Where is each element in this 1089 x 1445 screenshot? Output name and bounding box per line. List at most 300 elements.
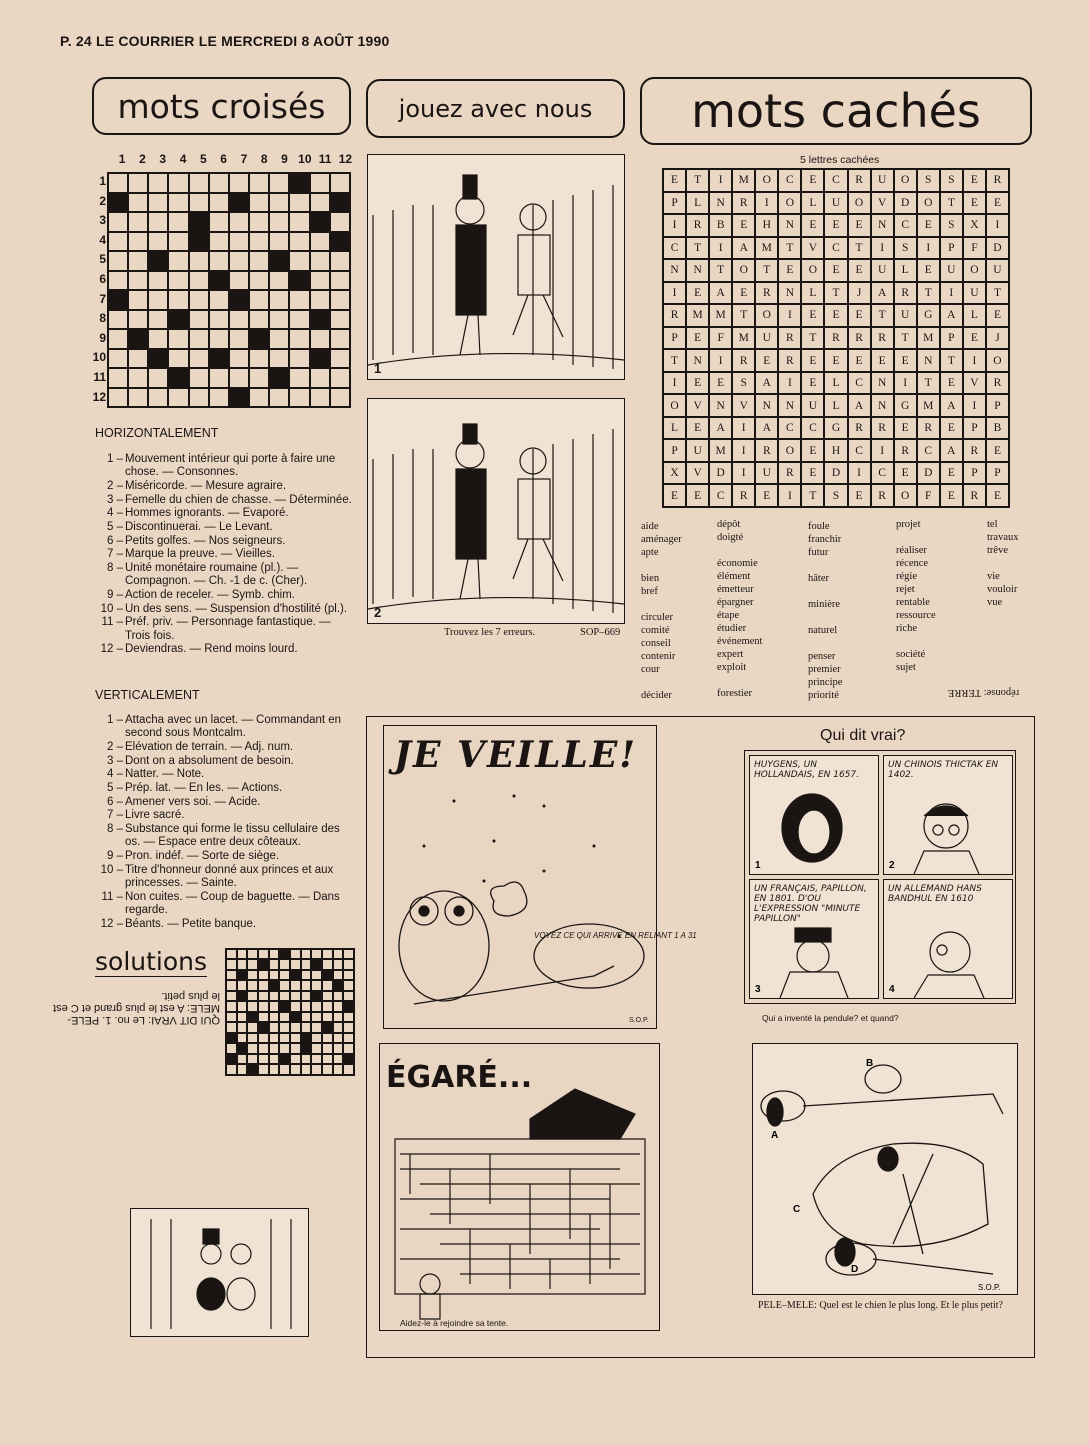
wordsearch-cell[interactable]: O [663,394,686,417]
wordsearch-cell[interactable]: E [848,304,871,327]
wordsearch-cell[interactable]: E [917,259,940,282]
wordsearch-cell[interactable]: I [755,192,778,215]
wordsearch-cell[interactable]: E [686,282,709,305]
wordsearch-cell[interactable]: L [686,192,709,215]
crossword-cell[interactable] [330,290,350,310]
crossword-cell[interactable] [148,232,168,252]
crossword-cell[interactable] [209,271,229,291]
crossword-cell[interactable] [229,329,249,349]
wordsearch-cell[interactable]: T [801,327,824,350]
crossword-cell[interactable] [249,193,269,213]
wordsearch-cell[interactable]: R [732,484,755,507]
wordsearch-cell[interactable]: U [871,259,894,282]
wordsearch-cell[interactable]: C [709,484,732,507]
crossword-cell[interactable] [168,368,188,388]
crossword-cell[interactable] [108,290,128,310]
crossword-cell[interactable] [128,173,148,193]
crossword-cell[interactable] [209,329,229,349]
crossword-cell[interactable] [189,212,209,232]
wordsearch-cell[interactable]: T [848,237,871,260]
wordsearch-cell[interactable]: S [732,372,755,395]
crossword-cell[interactable] [310,368,330,388]
crossword-cell[interactable] [128,271,148,291]
wordsearch-cell[interactable]: H [824,439,847,462]
crossword-cell[interactable] [209,368,229,388]
wordsearch-cell[interactable]: T [894,327,917,350]
wordsearch-cell[interactable]: U [801,394,824,417]
crossword-cell[interactable] [148,329,168,349]
crossword-cell[interactable] [209,173,229,193]
wordsearch-cell[interactable]: P [663,327,686,350]
wordsearch-cell[interactable]: O [894,484,917,507]
wordsearch-cell[interactable]: P [986,462,1009,485]
wordsearch-cell[interactable]: L [824,394,847,417]
wordsearch-cell[interactable]: I [871,439,894,462]
wordsearch-cell[interactable]: N [755,394,778,417]
wordsearch-cell[interactable]: E [686,484,709,507]
wordsearch-cell[interactable]: R [848,417,871,440]
wordsearch-cell[interactable]: E [732,214,755,237]
crossword-cell[interactable] [209,232,229,252]
wordsearch-cell[interactable]: M [917,327,940,350]
wordsearch-cell[interactable]: O [986,349,1009,372]
wordsearch-cell[interactable]: S [940,169,963,192]
crossword-cell[interactable] [269,251,289,271]
crossword-cell[interactable] [108,232,128,252]
wordsearch-cell[interactable]: C [848,372,871,395]
crossword-cell[interactable] [209,290,229,310]
wordsearch-cell[interactable]: N [778,282,801,305]
crossword-cell[interactable] [289,329,309,349]
wordsearch-cell[interactable]: S [940,214,963,237]
wordsearch-cell[interactable]: N [778,394,801,417]
wordsearch-cell[interactable]: N [663,259,686,282]
wordsearch-cell[interactable]: R [917,417,940,440]
crossword-cell[interactable] [269,173,289,193]
wordsearch-cell[interactable]: E [663,169,686,192]
wordsearch-cell[interactable]: D [709,462,732,485]
wordsearch-cell[interactable]: I [986,214,1009,237]
crossword-cell[interactable] [209,193,229,213]
wordsearch-cell[interactable]: B [709,214,732,237]
crossword-cell[interactable] [189,271,209,291]
wordsearch-cell[interactable]: R [963,439,986,462]
wordsearch-cell[interactable]: T [663,349,686,372]
wordsearch-cell[interactable]: T [801,484,824,507]
crossword-cell[interactable] [249,173,269,193]
wordsearch-cell[interactable]: G [824,417,847,440]
crossword-cell[interactable] [148,388,168,408]
crossword-cell[interactable] [128,329,148,349]
wordsearch-cell[interactable]: E [801,372,824,395]
crossword-cell[interactable] [128,368,148,388]
crossword-cell[interactable] [289,349,309,369]
crossword-cell[interactable] [330,271,350,291]
wordsearch-cell[interactable]: R [778,349,801,372]
crossword-cell[interactable] [148,271,168,291]
wordsearch-cell[interactable]: I [778,484,801,507]
wordsearch-cell[interactable]: R [894,439,917,462]
wordsearch-cell[interactable]: I [917,237,940,260]
crossword-cell[interactable] [148,212,168,232]
crossword-cell[interactable] [189,193,209,213]
crossword-cell[interactable] [249,290,269,310]
wordsearch-cell[interactable]: E [848,214,871,237]
wordsearch-cell[interactable]: I [963,394,986,417]
crossword-cell[interactable] [310,329,330,349]
wordsearch-cell[interactable]: F [709,327,732,350]
wordsearch-cell[interactable]: L [824,372,847,395]
wordsearch-cell[interactable]: L [801,282,824,305]
crossword-cell[interactable] [249,368,269,388]
wordsearch-cell[interactable]: V [686,462,709,485]
crossword-cell[interactable] [189,232,209,252]
wordsearch-cell[interactable]: E [778,259,801,282]
wordsearch-cell[interactable]: C [824,237,847,260]
crossword-cell[interactable] [209,251,229,271]
wordsearch-cell[interactable]: M [732,169,755,192]
wordsearch-cell[interactable]: T [986,282,1009,305]
wordsearch-cell[interactable]: R [871,417,894,440]
wordsearch-cell[interactable]: E [986,192,1009,215]
wordsearch-cell[interactable]: E [801,462,824,485]
wordsearch-cell[interactable]: E [963,169,986,192]
crossword-cell[interactable] [330,232,350,252]
crossword-cell[interactable] [269,271,289,291]
wordsearch-cell[interactable]: R [732,349,755,372]
wordsearch-cell[interactable]: T [940,192,963,215]
wordsearch-cell[interactable]: M [917,394,940,417]
wordsearch-cell[interactable]: O [963,259,986,282]
crossword-cell[interactable] [289,368,309,388]
wordsearch-cell[interactable]: E [755,349,778,372]
crossword-cell[interactable] [168,271,188,291]
crossword-cell[interactable] [108,310,128,330]
crossword-cell[interactable] [310,271,330,291]
wordsearch-cell[interactable]: C [801,417,824,440]
wordsearch-cell[interactable]: U [824,192,847,215]
wordsearch-cell[interactable]: E [801,349,824,372]
crossword-cell[interactable] [249,310,269,330]
wordsearch-cell[interactable]: P [963,417,986,440]
wordsearch-cell[interactable]: J [986,327,1009,350]
crossword-cell[interactable] [148,310,168,330]
wordsearch-cell[interactable]: A [940,304,963,327]
crossword-cell[interactable] [310,349,330,369]
wordsearch-cell[interactable]: T [917,282,940,305]
crossword-cell[interactable] [189,349,209,369]
wordsearch-cell[interactable]: E [801,214,824,237]
wordsearch-cell[interactable]: D [986,237,1009,260]
crossword-cell[interactable] [330,310,350,330]
wordsearch-cell[interactable]: T [686,169,709,192]
wordsearch-cell[interactable]: A [848,394,871,417]
crossword-cell[interactable] [148,368,168,388]
wordsearch-cell[interactable]: E [801,439,824,462]
wordsearch-cell[interactable]: V [871,192,894,215]
crossword-cell[interactable] [289,310,309,330]
wordsearch-cell[interactable]: E [963,192,986,215]
wordsearch-cell[interactable]: R [755,282,778,305]
wordsearch-cell[interactable]: I [894,372,917,395]
crossword-cell[interactable] [229,310,249,330]
crossword-cell[interactable] [189,310,209,330]
wordsearch-cell[interactable]: E [755,484,778,507]
crossword-cell[interactable] [128,290,148,310]
crossword-cell[interactable] [128,310,148,330]
wordsearch-cell[interactable]: I [663,282,686,305]
crossword-cell[interactable] [168,212,188,232]
wordsearch-cell[interactable]: E [686,327,709,350]
wordsearch-cell[interactable]: N [917,349,940,372]
crossword-cell[interactable] [168,329,188,349]
crossword-cell[interactable] [189,290,209,310]
wordsearch-cell[interactable]: E [986,304,1009,327]
wordsearch-cell[interactable]: I [940,282,963,305]
wordsearch-cell[interactable]: E [986,484,1009,507]
crossword-cell[interactable] [310,290,330,310]
crossword-cell[interactable] [330,251,350,271]
wordsearch-cell[interactable]: R [732,192,755,215]
crossword-cell[interactable] [168,310,188,330]
crossword-cell[interactable] [330,368,350,388]
wordsearch-cell[interactable]: V [732,394,755,417]
wordsearch-cell[interactable]: E [663,484,686,507]
wordsearch-cell[interactable]: N [871,214,894,237]
wordsearch-cell[interactable]: X [963,214,986,237]
wordsearch-cell[interactable]: R [871,327,894,350]
crossword-cell[interactable] [148,349,168,369]
crossword-cell[interactable] [148,251,168,271]
wordsearch-cell[interactable]: C [824,169,847,192]
crossword-cell[interactable] [168,349,188,369]
wordsearch-cell[interactable]: D [917,462,940,485]
wordsearch-cell[interactable]: I [848,462,871,485]
crossword-cell[interactable] [330,193,350,213]
wordsearch-cell[interactable]: E [848,349,871,372]
crossword-cell[interactable] [269,349,289,369]
crossword-cell[interactable] [128,212,148,232]
wordsearch-cell[interactable]: U [686,439,709,462]
crossword-cell[interactable] [128,349,148,369]
crossword-cell[interactable] [229,290,249,310]
wordsearch-cell[interactable]: T [824,282,847,305]
crossword-cell[interactable] [189,368,209,388]
wordsearch-cell[interactable]: N [709,394,732,417]
crossword-cell[interactable] [168,388,188,408]
wordsearch-cell[interactable]: P [940,327,963,350]
wordsearch-cell[interactable]: U [755,327,778,350]
wordsearch-cell[interactable]: T [709,259,732,282]
wordsearch-cell[interactable]: T [871,304,894,327]
wordsearch-cell[interactable]: E [824,304,847,327]
wordsearch-cell[interactable]: M [755,237,778,260]
wordsearch-cell[interactable]: E [940,462,963,485]
wordsearch-cell[interactable]: O [801,259,824,282]
wordsearch-cell[interactable]: P [940,237,963,260]
wordsearch-cell[interactable]: T [778,237,801,260]
wordsearch-cell[interactable]: E [940,484,963,507]
crossword-cell[interactable] [310,232,330,252]
crossword-cell[interactable] [229,251,249,271]
crossword-cell[interactable] [289,290,309,310]
wordsearch-cell[interactable]: I [963,349,986,372]
wordsearch-cell[interactable]: I [732,439,755,462]
crossword-cell[interactable] [249,349,269,369]
crossword-cell[interactable] [168,251,188,271]
crossword-cell[interactable] [310,173,330,193]
wordsearch-cell[interactable]: D [894,192,917,215]
crossword-cell[interactable] [148,193,168,213]
wordsearch-cell[interactable]: P [663,192,686,215]
wordsearch-cell[interactable]: A [871,282,894,305]
wordsearch-cell[interactable]: L [801,192,824,215]
wordsearch-cell[interactable]: A [940,439,963,462]
wordsearch-cell[interactable]: R [894,282,917,305]
crossword-cell[interactable] [269,310,289,330]
wordsearch-cell[interactable]: T [732,304,755,327]
wordsearch-cell[interactable]: L [963,304,986,327]
crossword-cell[interactable] [249,232,269,252]
wordsearch-cell[interactable]: E [732,282,755,305]
wordsearch-cell[interactable]: E [801,169,824,192]
wordsearch-cell[interactable]: N [686,349,709,372]
wordsearch-cell[interactable]: V [963,372,986,395]
wordsearch-cell[interactable]: C [917,439,940,462]
wordsearch-cell[interactable]: E [940,372,963,395]
crossword-cell[interactable] [330,349,350,369]
wordsearch-cell[interactable]: F [917,484,940,507]
crossword-cell[interactable] [269,232,289,252]
crossword-cell[interactable] [229,212,249,232]
wordsearch-cell[interactable]: M [686,304,709,327]
wordsearch-cell[interactable]: I [663,214,686,237]
crossword-cell[interactable] [108,329,128,349]
wordsearch-cell[interactable]: P [986,394,1009,417]
crossword-cell[interactable] [168,193,188,213]
crossword-cell[interactable] [289,173,309,193]
wordsearch-cell[interactable]: M [709,304,732,327]
crossword-cell[interactable] [330,212,350,232]
wordsearch-cell[interactable]: U [986,259,1009,282]
crossword-cell[interactable] [310,212,330,232]
wordsearch-cell[interactable]: O [848,192,871,215]
crossword-cell[interactable] [310,310,330,330]
wordsearch-cell[interactable]: O [778,439,801,462]
wordsearch-cell[interactable]: E [824,214,847,237]
wordsearch-cell[interactable]: I [709,169,732,192]
crossword-cell[interactable] [289,193,309,213]
wordsearch-cell[interactable]: E [848,259,871,282]
crossword-cell[interactable] [310,388,330,408]
crossword-cell[interactable] [108,349,128,369]
wordsearch-cell[interactable]: E [940,417,963,440]
wordsearch-cell[interactable]: O [755,169,778,192]
crossword-cell[interactable] [209,310,229,330]
wordsearch-cell[interactable]: F [963,237,986,260]
wordsearch-cell[interactable]: M [732,327,755,350]
wordsearch-cell[interactable]: R [686,214,709,237]
wordsearch-cell[interactable]: V [686,394,709,417]
wordsearch-cell[interactable]: I [778,304,801,327]
crossword-cell[interactable] [229,193,249,213]
crossword-cell[interactable] [209,212,229,232]
crossword-cell[interactable] [269,388,289,408]
wordsearch-cell[interactable]: R [663,304,686,327]
wordsearch-cell[interactable]: O [778,192,801,215]
wordsearch-cell[interactable]: R [778,462,801,485]
wordsearch-cell[interactable]: R [824,327,847,350]
wordsearch-cell[interactable]: I [778,372,801,395]
wordsearch-cell[interactable]: E [686,417,709,440]
wordsearch-cell[interactable]: I [709,237,732,260]
crossword-cell[interactable] [289,251,309,271]
wordsearch-cell[interactable]: E [894,349,917,372]
wordsearch-cell[interactable]: U [940,259,963,282]
crossword-cell[interactable] [330,329,350,349]
crossword-cell[interactable] [249,329,269,349]
wordsearch-cell[interactable]: B [986,417,1009,440]
crossword-cell[interactable] [249,251,269,271]
wordsearch-cell[interactable]: R [963,484,986,507]
crossword-cell[interactable] [108,271,128,291]
wordsearch-cell[interactable]: E [986,439,1009,462]
crossword-cell[interactable] [168,173,188,193]
crossword-cell[interactable] [148,290,168,310]
wordsearch-cell[interactable]: A [755,372,778,395]
crossword-cell[interactable] [108,193,128,213]
crossword-cell[interactable] [229,271,249,291]
wordsearch-cell[interactable]: N [871,372,894,395]
crossword-cell[interactable] [289,271,309,291]
wordsearch-cell[interactable]: C [894,214,917,237]
crossword-cell[interactable] [108,212,128,232]
wordsearch-cell[interactable]: S [894,237,917,260]
crossword-cell[interactable] [108,388,128,408]
crossword-cell[interactable] [289,212,309,232]
wordsearch-cell[interactable]: N [709,192,732,215]
wordsearch-cell[interactable]: A [709,417,732,440]
crossword-cell[interactable] [330,173,350,193]
wordsearch-cell[interactable]: S [824,484,847,507]
wordsearch-cell[interactable]: U [963,282,986,305]
wordsearch-cell[interactable]: G [894,394,917,417]
wordsearch-cell[interactable]: J [848,282,871,305]
crossword-cell[interactable] [128,251,148,271]
crossword-cell[interactable] [330,388,350,408]
crossword-cell[interactable] [108,368,128,388]
crossword-cell[interactable] [269,329,289,349]
crossword-cell[interactable] [189,388,209,408]
wordsearch-cell[interactable]: R [848,169,871,192]
wordsearch-cell[interactable]: O [755,304,778,327]
wordsearch-cell[interactable]: D [824,462,847,485]
crossword-cell[interactable] [289,388,309,408]
wordsearch-cell[interactable]: L [894,259,917,282]
wordsearch-cell[interactable]: I [709,349,732,372]
wordsearch-cell[interactable]: C [848,439,871,462]
crossword-cell[interactable] [209,388,229,408]
wordsearch-cell[interactable]: H [755,214,778,237]
crossword-cell[interactable] [229,368,249,388]
wordsearch-cell[interactable]: N [871,394,894,417]
wordsearch-cell[interactable]: M [709,439,732,462]
crossword-cell[interactable] [229,349,249,369]
wordsearch-cell[interactable]: R [871,484,894,507]
crossword-cell[interactable] [128,388,148,408]
wordsearch-cell[interactable]: I [871,237,894,260]
wordsearch-cell[interactable]: U [871,169,894,192]
